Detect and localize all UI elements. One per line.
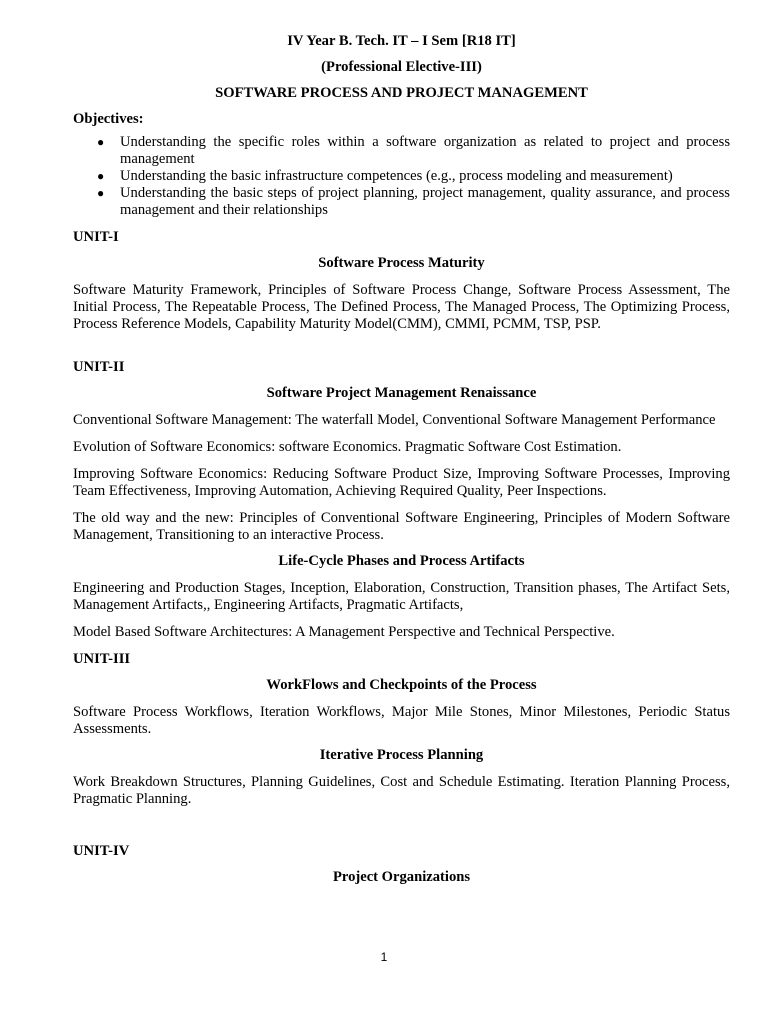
header-line-elective: (Professional Elective-III) (321, 59, 482, 75)
unit-4-title: Project Organizations (332, 869, 471, 885)
unit-3-subtitle: Iterative Process Planning (319, 747, 484, 763)
unit-2-paragraph-6: Model Based Software Architectures: A Management Perspective and Technical Perspective. (73, 624, 615, 640)
syllabus-page (73, 33, 730, 886)
header-line-year: IV Year B. Tech. IT – I Sem [R18 IT] (287, 33, 516, 49)
objective-text: Understanding the basic infrastructure competences (e.g., process modeling and measurement) (120, 168, 673, 184)
unit-3-paragraph-2: Work Breakdown Structures, Planning Guidelines, Cost and Schedule Estimating. Iteration Planning Process, Pragmatic Planning. (73, 774, 730, 807)
objective-item (73, 168, 730, 185)
unit-1-paragraph: Software Maturity Framework, Principles of Software Process Change, Software Process Assessment, The Initial Process, The Repeatable Process, The Defined Process, The Managed Process, The Optimizing Process, Process Reference Models, Capability Maturity Model(CMM), CMMI, PCMM, TSP, PSP. (73, 282, 730, 332)
bullet-icon: ● (97, 135, 105, 149)
objective-item (73, 134, 730, 168)
page-number: 1 (380, 950, 388, 964)
objectives-heading: Objectives: (73, 111, 144, 127)
unit-2-title: Software Project Management Renaissance (266, 385, 537, 401)
unit-3-heading: UNIT-III (73, 651, 131, 667)
unit-2-subtitle: Life-Cycle Phases and Process Artifacts (278, 553, 525, 569)
unit-2-paragraph-5: Engineering and Production Stages, Inception, Elaboration, Construction, Transition phases, The Artifact Sets, Management Artifacts,, Engineering Artifacts, Pragmatic Artifacts, (73, 580, 730, 613)
unit-1-heading: UNIT-I (73, 229, 119, 245)
objective-item (73, 185, 730, 219)
course-title: SOFTWARE PROCESS AND PROJECT MANAGEMENT (215, 85, 588, 101)
objective-text: Understanding the basic steps of project planning, project management, quality assurance, and process management and their relationships (120, 185, 730, 218)
unit-2-paragraph-1: Conventional Software Management: The waterfall Model, Conventional Software Management Performance (73, 412, 716, 428)
unit-2-paragraph-3: Improving Software Economics: Reducing Software Product Size, Improving Software Processes, Improving Team Effectiveness, Improving Automation, Achieving Required Quality, Peer Inspections. (73, 466, 730, 499)
unit-3-paragraph-1: Software Process Workflows, Iteration Workflows, Major Mile Stones, Minor Milestones, Periodic Status Assessments. (73, 704, 730, 737)
unit-2-paragraph-4: The old way and the new: Principles of Conventional Software Engineering, Principles of Modern Software Management, Transitioning to an interactive Process. (73, 510, 730, 543)
unit-4-heading: UNIT-IV (73, 843, 130, 859)
objectives-list (73, 134, 730, 219)
unit-3-title: WorkFlows and Checkpoints of the Process (266, 677, 537, 693)
bullet-icon: ● (97, 169, 105, 183)
unit-2-paragraph-2: Evolution of Software Economics: software Economics. Pragmatic Software Cost Estimation. (73, 439, 622, 455)
unit-2-heading: UNIT-II (73, 359, 125, 375)
unit-1-title: Software Process Maturity (318, 255, 485, 271)
objective-text: Understanding the specific roles within a software organization as related to project and process management (120, 134, 730, 167)
bullet-icon: ● (97, 186, 105, 200)
